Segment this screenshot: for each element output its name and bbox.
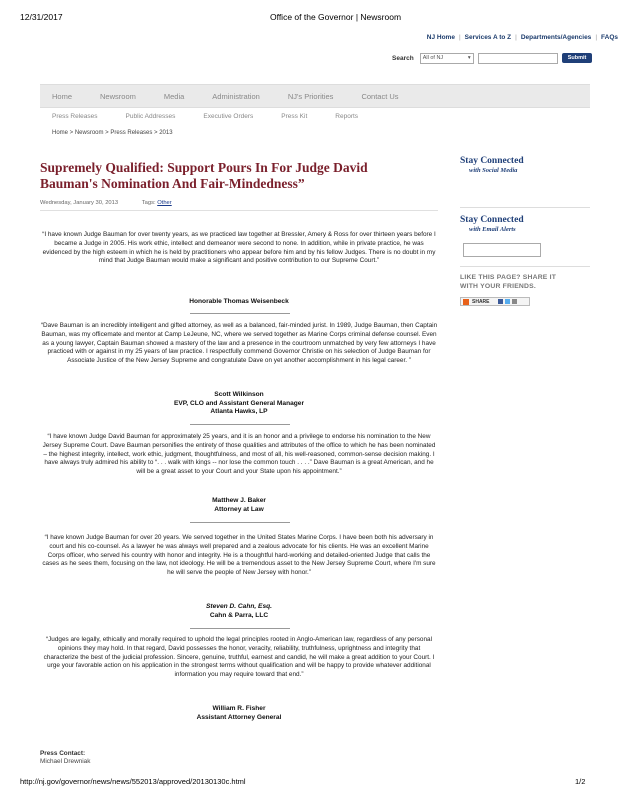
utility-nav: NJ Home | Services A to Z | Departments/Agencies | FAQs <box>426 34 618 41</box>
utility-link-departments[interactable]: Departments/Agencies <box>520 34 592 41</box>
share-icon <box>463 299 469 305</box>
search-input[interactable] <box>478 53 558 64</box>
nav-priorities[interactable]: NJ's Priorities <box>287 91 334 101</box>
subnav-press-kit[interactable]: Press Kit <box>281 113 308 120</box>
subnav-press-releases[interactable]: Press Releases <box>52 113 98 120</box>
search-label: Search <box>392 54 414 62</box>
search-scope-select[interactable] <box>420 53 474 64</box>
email-field[interactable] <box>463 243 541 257</box>
share-prompt <box>460 274 556 291</box>
nav-newsroom[interactable]: Newsroom <box>100 91 136 101</box>
email-heading: Stay Connected <box>460 215 524 225</box>
quote-author-org: Atlanta Hawks, LP <box>210 408 268 416</box>
quote-text: “Judges are legally, ethically and morally required to uphold the legal principles rooted in Anglo-American law, regardless of any personal opinions they may hold. In that regard, David possesses the honor, veracity, reliability, truthfulness, uprightness and integrity that characterize the best of the judicial profession. Sincere, genuine, truthful, earnest and candid, he will make a great addition to your Court. I urge your favorable action on his application in the strongest terms without qualification and will be happy to provide whatever additional information you may require toward that end.” <box>43 636 435 679</box>
quote-text: “I have known Judge David Bauman for approximately 25 years, and it is an honor and a privilege to endorse his nomination to the New Jersey Supreme Court. Dave Bauman personifies the entirety of those qualities and attributes of the office to which he has been nominated – the highest integrity, intellect, work ethic, judgment, thoughtfulness, and most of all, his well-reasoned, common-sense decision making. I have always truly admired his ability to “. . . walk with kings -- nor lose the common touch . . . .” Dave Bauman is a great American, and he will be a great asset to your Court and your State upon his appointment.” <box>42 433 436 476</box>
tags-label: Tags: <box>141 200 156 206</box>
email-subheading[interactable]: with Email Alerts <box>469 226 516 233</box>
email-icon <box>512 299 517 304</box>
quote-text: “I have known Judge Bauman for over twenty years, as we practiced law together at Bressler, Amery & Ross for over thirteen years before I became a Judge in 2005. His work ethic, intellect and demeanor were second to none. In addition, while in private practice, he was evidenced by the high esteem in which he is held by practitioners who appear before him and by his fellow Judges. There is no doubt in my mind that Judge Bauman would make a significant and positive contribution to our Supreme Court.” <box>42 231 436 265</box>
share-prompt-line-2: WITH YOUR FRIENDS. <box>460 282 536 290</box>
subnav-executive-orders[interactable]: Executive Orders <box>203 113 254 120</box>
share-label: SHARE <box>472 298 490 305</box>
quote-author-title: Assistant Attorney General <box>196 713 282 721</box>
quote-attribution <box>40 603 438 620</box>
article-title: Supremely Qualified: Support Pours In For Judge David Bauman's Nomination And Fair-Mindedness” <box>40 160 368 191</box>
quote-divider <box>190 313 290 314</box>
sub-nav <box>52 113 386 120</box>
quote-author-title: EVP, CLO and Assistant General Manager <box>173 399 305 407</box>
quote-author-title: Attorney at Law <box>214 505 264 513</box>
social-subheading[interactable]: with Social Media <box>469 167 518 174</box>
nav-administration[interactable]: Administration <box>212 91 260 101</box>
subnav-public-addresses[interactable]: Public Addresses <box>125 113 176 120</box>
meta-divider <box>40 210 438 211</box>
search-submit-button[interactable]: Submit <box>562 53 593 63</box>
quote-attribution <box>40 497 438 514</box>
tag-link[interactable]: Other <box>157 200 172 206</box>
nav-home[interactable]: Home <box>52 91 73 101</box>
share-button[interactable] <box>460 297 530 306</box>
utility-link-faqs[interactable]: FAQs <box>601 34 618 41</box>
quote-attribution <box>40 705 438 722</box>
quote-divider <box>190 522 290 523</box>
quote-author: Honorable Thomas Weisenbeck <box>189 298 289 305</box>
quote-attribution <box>40 298 438 307</box>
quote-divider <box>190 628 290 629</box>
quote-author: Matthew J. Baker <box>212 497 266 504</box>
print-page-title: Office of the Governor | Newsroom <box>270 12 402 22</box>
main-nav <box>40 84 590 108</box>
quote-author-title: Cahn & Parra, LLC <box>209 611 269 619</box>
subnav-reports[interactable]: Reports <box>335 113 359 120</box>
sidebar-divider <box>460 266 590 267</box>
quote-author: Steven D. Cahn, Esq. <box>206 603 272 610</box>
quote-author: William R. Fisher <box>212 705 266 712</box>
article-date: Wednesday, January 30, 2013 <box>40 200 119 206</box>
share-prompt-line-1: LIKE THIS PAGE? SHARE IT <box>460 274 557 281</box>
print-header <box>0 12 618 24</box>
twitter-icon <box>505 299 510 304</box>
nav-contact[interactable]: Contact Us <box>361 91 399 101</box>
quote-attribution <box>40 391 438 417</box>
quote-text: “Dave Bauman is an incredibly intelligent and gifted attorney, as well as a balanced, fair-minded jurist. In 1989, Judge Bauman, then Captain Bauman, was my officemate and mentor at Camp LeJeune, NC, where we served together as Marine Corps criminal defense counsel. Even as a young lawyer, Captain Bauman showed a mastery of the law and a presence in the courtroom unmatched by very few attorneys I have practiced with or against in my 25 years of law practice. I respectfully commend Governor Christie on his selection of Judge Bauman for Associate Justice of the New Jersey Supreme and congratulate Dave on yet another accomplishment in his legal career. ” <box>40 322 438 365</box>
facebook-icon <box>498 299 503 304</box>
search-bar <box>392 52 592 64</box>
print-page-number: 1/2 <box>575 777 586 786</box>
quote-author: Scott Wilkinson <box>214 391 264 398</box>
press-contact <box>40 750 90 766</box>
article-meta <box>40 200 172 206</box>
utility-link-nj-home[interactable]: NJ Home <box>426 34 455 41</box>
breadcrumb[interactable]: Home > Newsroom > Press Releases > 2013 <box>52 130 173 136</box>
quote-text: “I have known Judge Bauman for over 20 years. We served together in the United States Marine Corps. I have been both his adversary in court and his co-counsel. As a lawyer he was always well prepared and a zealous advocate for his clients. He was an excellent Marine Corps officer, who served his country with honor and integrity. He is a thoughtful hard-working and detailed-oriented Judge that calls the cases as he sees them, focusing on the law, not ideology. He will be a tremendous asset to the New Jersey Supreme Court, where I'm sure he will serve the people of New Jersey with honor.” <box>42 534 436 577</box>
press-contact-label: Press Contact: <box>40 750 86 757</box>
quote-divider <box>190 424 290 425</box>
nav-media[interactable]: Media <box>163 91 185 101</box>
search-scope-value: All of NJ <box>422 55 444 61</box>
sidebar-divider <box>460 207 590 208</box>
print-url: http://nj.gov/governor/news/news/552013/approved/20130130c.html <box>20 777 246 786</box>
chevron-down-icon: ▾ <box>467 55 471 61</box>
press-contact-name: Michael Drewniak <box>40 758 91 765</box>
social-heading: Stay Connected <box>460 156 524 166</box>
print-date: 12/31/2017 <box>20 12 63 22</box>
utility-link-services[interactable]: Services A to Z <box>464 34 512 41</box>
